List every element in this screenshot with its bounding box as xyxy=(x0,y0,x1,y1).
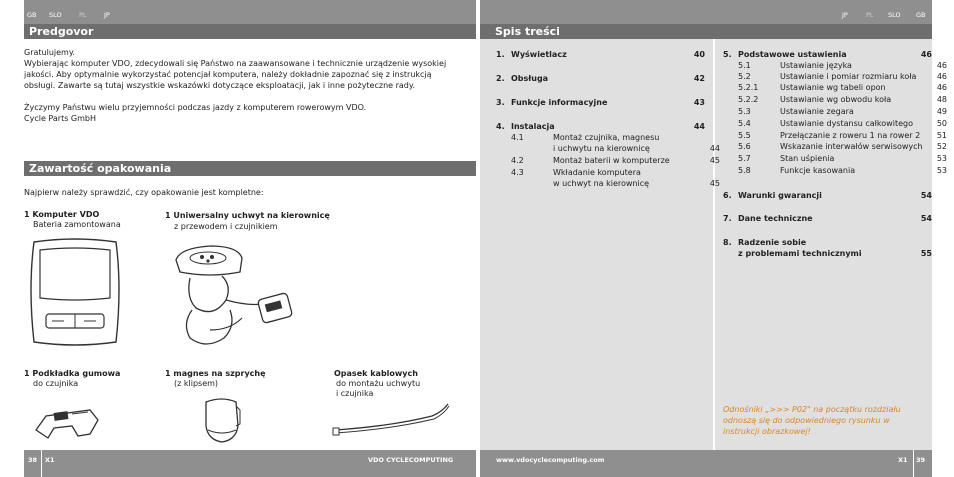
footer-url[interactable]: www.vdocyclecomputing.com xyxy=(496,456,605,464)
note-line: Odnośniki „>>> P02" na początku rozdziału xyxy=(723,405,901,414)
toc-number: 4. xyxy=(496,122,505,131)
toc-entry[interactable] xyxy=(738,153,947,164)
handlebar-mount-illustration xyxy=(170,238,310,356)
toc-label: Ustawianie języka xyxy=(780,61,852,70)
toc-page-number: 51 xyxy=(936,131,947,140)
toc-number: 4.3 xyxy=(511,168,524,177)
predgovor-line: Gratulujemy. xyxy=(24,48,75,57)
toc-label: Ustawianie wg tabeli opon xyxy=(780,83,886,92)
magnet-illustration xyxy=(200,396,244,446)
toc-page-number: 55 xyxy=(920,249,932,258)
lang-slo-right[interactable]: SLO xyxy=(888,11,901,19)
toc-number: 7. xyxy=(723,214,732,223)
toc-label: Dane techniczne xyxy=(738,214,813,223)
toc-page-number: 46 xyxy=(936,83,947,92)
toc-entry[interactable] xyxy=(496,121,705,132)
toc-entry[interactable] xyxy=(738,106,947,117)
rubber-pad-illustration xyxy=(32,400,102,440)
computer-illustration xyxy=(26,238,124,348)
item5-sub1: do montażu uchwytu xyxy=(336,379,421,388)
toc-title: Spis treści xyxy=(495,25,560,38)
left-model: X1 xyxy=(45,456,55,464)
toc-page-number: 49 xyxy=(936,107,947,116)
toc-label: Radzenie sobie xyxy=(738,238,807,247)
predgovor-line: Życzymy Państwu wielu przyjemności podczas jazdy z komputerem rowerowym VDO. xyxy=(24,103,367,112)
toc-label: Wyświetlacz xyxy=(511,50,567,59)
predgovor-title: Predgovor xyxy=(29,25,94,38)
toc-page-number: 42 xyxy=(693,74,705,83)
toc-header xyxy=(480,24,932,39)
toc-number: 5.3 xyxy=(738,107,751,116)
zawartosc-title: Zawartość opakowania xyxy=(29,162,172,175)
item4-sub: (z klipsem) xyxy=(174,379,219,388)
toc-entry[interactable] xyxy=(738,94,947,105)
toc-entry[interactable] xyxy=(738,130,947,141)
toc-page-number: 53 xyxy=(936,154,947,163)
toc-number: 3. xyxy=(496,98,505,107)
item5-sub2: i czujnika xyxy=(336,389,374,398)
cable-tie-illustration xyxy=(332,400,452,436)
toc-entry[interactable] xyxy=(511,155,720,166)
toc-page-number: 48 xyxy=(936,95,947,104)
toc-label: Ustawianie zegara xyxy=(780,107,854,116)
left-page-number: 38 xyxy=(28,456,38,464)
toc-entry[interactable] xyxy=(723,248,932,259)
predgovor-text xyxy=(24,47,474,124)
lang-jp-right[interactable]: JP xyxy=(842,11,848,19)
footer-left xyxy=(24,450,476,477)
toc-label: Wkładanie komputera xyxy=(553,168,641,177)
toc-entry[interactable] xyxy=(738,71,947,82)
toc-page-number: 44 xyxy=(693,122,705,131)
toc-number: 2. xyxy=(496,74,505,83)
toc-number: 5.7 xyxy=(738,154,751,163)
toc-number: 5.1 xyxy=(738,61,751,70)
toc-number: 5.5 xyxy=(738,131,751,140)
toc-page-number: 45 xyxy=(709,156,720,165)
toc-number: 1. xyxy=(496,50,505,59)
item3-title: 1 Podkładka gumowa xyxy=(24,369,121,378)
item3-sub: do czujnika xyxy=(33,379,79,388)
toc-label: Ustawianie dystansu całkowitego xyxy=(780,119,913,128)
toc-entry[interactable] xyxy=(723,213,932,224)
footer-right xyxy=(480,450,932,477)
toc-page-number: 44 xyxy=(709,144,720,153)
footer-divider-left xyxy=(41,450,42,477)
predgovor-header xyxy=(24,24,476,39)
toc-entry[interactable] xyxy=(511,132,720,143)
lang-jp[interactable]: JP xyxy=(104,11,110,19)
toc-label: Ustawianie i pomiar rozmiaru koła xyxy=(780,72,917,81)
toc-entry[interactable] xyxy=(496,97,705,108)
chapter-note xyxy=(723,404,928,437)
toc-label: Montaż czujnika, magnesu xyxy=(553,133,660,142)
item4-title: 1 magnes na szprychę xyxy=(165,369,266,378)
toc-label: Przełączanie z roweru 1 na rower 2 xyxy=(780,131,921,140)
toc-label: Funkcje informacyjne xyxy=(511,98,608,107)
toc-entry[interactable] xyxy=(511,167,720,178)
toc-label: Funkcje kasowania xyxy=(780,166,856,175)
toc-label: Montaż baterii w komputerze xyxy=(553,156,670,165)
toc-entry[interactable] xyxy=(738,82,947,93)
item1-title: 1 Komputer VDO xyxy=(24,210,100,219)
toc-page-number: 54 xyxy=(920,214,932,223)
predgovor-line: obsługi. Zawarte są tutaj wszystkie wskazówki dotyczące eksploatacji, jak i inne pożyteczne rady. xyxy=(24,81,416,90)
spacer xyxy=(24,91,474,102)
right-model: X1 xyxy=(898,456,908,464)
toc-number: 5.4 xyxy=(738,119,751,128)
toc-page-number: 45 xyxy=(709,179,720,188)
toc-label: Instalacja xyxy=(511,122,555,131)
top-bar-left xyxy=(24,0,476,24)
lang-pl-right[interactable]: PL xyxy=(866,11,874,19)
predgovor-line: Wybierając komputer VDO, zdecydowali się Państwo na zaawansowane i technicznie urządzenie wysokiej xyxy=(24,59,447,68)
toc-label: Podstawowe ustawienia xyxy=(738,50,847,59)
zawartosc-header xyxy=(24,161,476,176)
toc-entry[interactable] xyxy=(738,118,947,129)
toc-number: 5. xyxy=(723,50,732,59)
toc-number: 5.6 xyxy=(738,142,751,151)
footer-divider-right xyxy=(913,450,914,477)
toc-page-number: 50 xyxy=(936,119,947,128)
toc-entry[interactable] xyxy=(511,178,720,189)
toc-entry[interactable] xyxy=(738,141,947,152)
toc-entry[interactable] xyxy=(723,190,932,201)
right-page-number: 39 xyxy=(916,456,926,464)
lang-gb-right[interactable]: GB xyxy=(916,11,926,19)
toc-entry[interactable] xyxy=(738,60,947,71)
toc-page-number: 46 xyxy=(936,72,947,81)
note-line: instrukcji obrazkowej! xyxy=(723,427,811,436)
toc-label: Stan uśpienia xyxy=(780,154,835,163)
lang-slo[interactable]: SLO xyxy=(49,11,62,19)
toc-page-number: 43 xyxy=(693,98,705,107)
toc-entry[interactable] xyxy=(511,143,720,154)
toc-entry[interactable] xyxy=(496,49,705,60)
toc-label: Ustawianie wg obwodu koła xyxy=(780,95,892,104)
toc-number: 6. xyxy=(723,191,732,200)
predgovor-line: jakości. Aby optymalnie wykorzystać potencjał komputera, należy dokładnie zapoznać się z instrukcją xyxy=(24,70,432,79)
toc-label: Warunki gwarancji xyxy=(738,191,822,200)
toc-entry[interactable] xyxy=(723,49,932,60)
toc-number: 5.2.2 xyxy=(738,95,759,104)
toc-page-number: 53 xyxy=(936,166,947,175)
item2-sub: z przewodem i czujnikiem xyxy=(174,222,278,231)
toc-number: 5.8 xyxy=(738,166,751,175)
zawartosc-intro: Najpierw należy sprawdzić, czy opakowanie jest kompletne: xyxy=(24,188,264,197)
item5-title: Opasek kablowych xyxy=(334,369,418,378)
toc-page-number: 54 xyxy=(920,191,932,200)
footer-brand: VDO CYCLECOMPUTING xyxy=(368,456,454,464)
toc-page-number: 46 xyxy=(920,50,932,59)
toc-number: 5.2.1 xyxy=(738,83,759,92)
lang-pl[interactable]: PL xyxy=(79,11,87,19)
toc-entry[interactable] xyxy=(738,165,947,176)
item2-title: 1 Uniwersalny uchwyt na kierownicę xyxy=(165,211,330,220)
toc-label: w uchwyt na kierownicę xyxy=(553,179,650,188)
toc-label: Obsługa xyxy=(511,74,549,83)
toc-entry[interactable] xyxy=(723,237,932,248)
toc-number: 4.1 xyxy=(511,133,524,142)
note-line: odnoszą się do odpowiedniego rysunku w xyxy=(723,416,890,425)
toc-number: 4.2 xyxy=(511,156,524,165)
toc-page-number: 52 xyxy=(936,142,947,151)
predgovor-line: Cycle Parts GmbH xyxy=(24,114,96,123)
lang-gb[interactable]: GB xyxy=(27,11,37,19)
toc-label: i uchwytu na kierownicę xyxy=(553,144,650,153)
toc-number: 5.2 xyxy=(738,72,751,81)
item1-sub: Bateria zamontowana xyxy=(33,220,121,229)
toc-number: 8. xyxy=(723,238,732,247)
top-bar-right xyxy=(480,0,932,24)
toc-label: z problemami technicznymi xyxy=(738,249,862,258)
toc-entry[interactable] xyxy=(496,73,705,84)
toc-page-number: 46 xyxy=(936,61,947,70)
toc-label: Wskazanie interwałów serwisowych xyxy=(780,142,923,151)
toc-page-number: 40 xyxy=(693,50,705,59)
